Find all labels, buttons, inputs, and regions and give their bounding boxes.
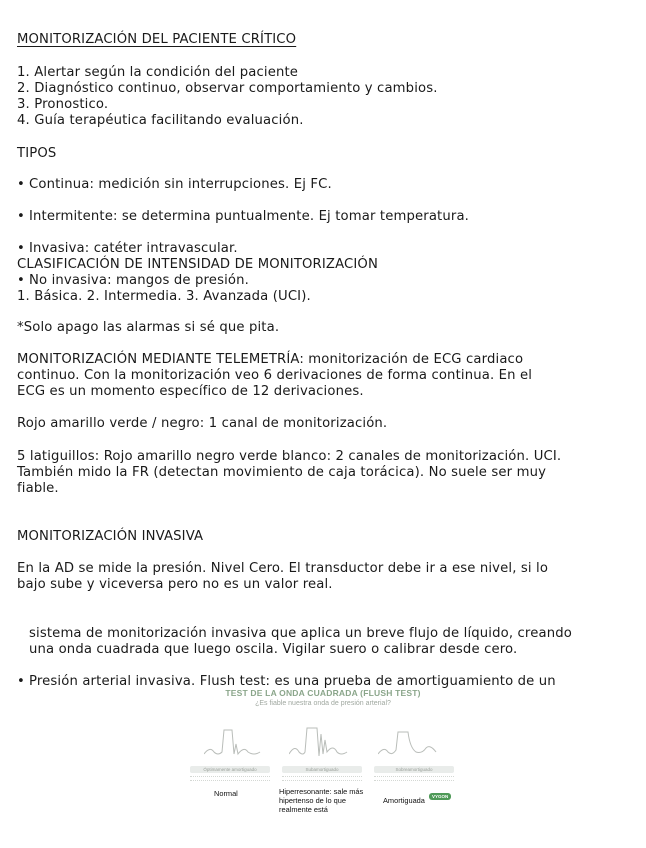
caption-line: hipertenso de lo que (279, 796, 346, 805)
panel-label-optimal: Óptimamente amortiguado (190, 766, 270, 773)
goal-item: 1. Alertar según la condición del paciente (17, 65, 299, 80)
text-line: 5 latiguillos: Rojo amarillo negro verde blanco: 2 canales de monitorización. UCI. (17, 449, 562, 464)
text-line: También mido la FR (detectan movimiento de caja torácica). No suele ser muy (17, 465, 547, 480)
document-page (17, 30, 629, 689)
panel-description (190, 776, 270, 781)
caption-amortiguada: Amortiguada (383, 796, 425, 805)
text-line: bajo sube y viceversa pero no es un valor real. (17, 577, 333, 592)
text-line: sistema de monitorización invasiva que aplica un breve flujo de líquido, creando (29, 626, 572, 641)
canal-text: Rojo amarillo verde / negro: 1 canal de monitorización. (17, 416, 388, 431)
text-line: En la AD se mide la presión. Nivel Cero. El transductor debe ir a ese nivel, si lo (17, 561, 549, 576)
caption-line: Hiperresonante: sale más (279, 787, 364, 796)
overdamped-wave-graphic (378, 724, 438, 760)
text-line: continuo. Con la monitorización veo 6 derivaciones de forma continua. En el (17, 368, 533, 383)
goal-item: 2. Diagnóstico continuo, observar comportamiento y cambios. (17, 81, 438, 96)
figure-title: TEST DE LA ONDA CUADRADA (FLUSH TEST) (225, 688, 421, 698)
tipo-item: • Invasiva: catéter intravascular. (17, 241, 629, 257)
text-line: MONITORIZACIÓN MEDIANTE TELEMETRÍA: monitorización de ECG cardiaco (17, 352, 524, 367)
figure-subtitle: ¿Es fiable nuestra onda de presión arterial? (255, 700, 391, 707)
caption-line: realmente está (279, 805, 328, 814)
goal-item: 4. Guía terapéutica facilitando evaluación. (17, 113, 304, 128)
text-line: fiable. (17, 481, 59, 496)
panel-description (282, 776, 362, 781)
panel-label-underdamped: Subamortiguado (282, 766, 362, 773)
tipo-item: • Continua: medición sin interrupciones. Ej FC. (17, 177, 629, 193)
tipo-item: • No invasiva: mangos de presión. (17, 273, 629, 289)
tipo-item: • Intermitente: se determina puntualmente. Ej tomar temperatura. (17, 209, 629, 225)
vygon-logo: VYGON (429, 793, 451, 800)
goal-item: 3. Pronostico. (17, 97, 109, 112)
flush-test-figure (186, 688, 460, 818)
text-line: una onda cuadrada que luego oscila. Vigilar suero o calibrar desde cero. (29, 642, 518, 657)
panel-description (374, 776, 454, 781)
invasiva-heading: MONITORIZACIÓN INVASIVA (17, 529, 204, 544)
alarm-note: *Solo apago las alarmas si sé que pita. (17, 320, 280, 335)
tipos-heading: TIPOS (17, 146, 57, 161)
caption-normal: Normal (214, 789, 238, 798)
caption-hiperresonante (279, 787, 363, 814)
page-title: MONITORIZACIÓN DEL PACIENTE CRÍTICO (17, 32, 297, 47)
underdamped-wave-graphic (289, 724, 349, 760)
panel-label-overdamped: Sobreamortiguado (374, 766, 454, 773)
clasificacion-heading: CLASIFICACIÓN DE INTENSIDAD DE MONITORIZACIÓN (17, 257, 378, 272)
optimal-wave-graphic (204, 724, 264, 760)
text-line: • Presión arterial invasiva. Flush test: es una prueba de amortiguamiento de un (17, 674, 629, 690)
clasificacion-text: 1. Básica. 2. Intermedia. 3. Avanzada (UCI). (17, 289, 311, 304)
text-line: ECG es un momento específico de 12 derivaciones. (17, 384, 364, 399)
